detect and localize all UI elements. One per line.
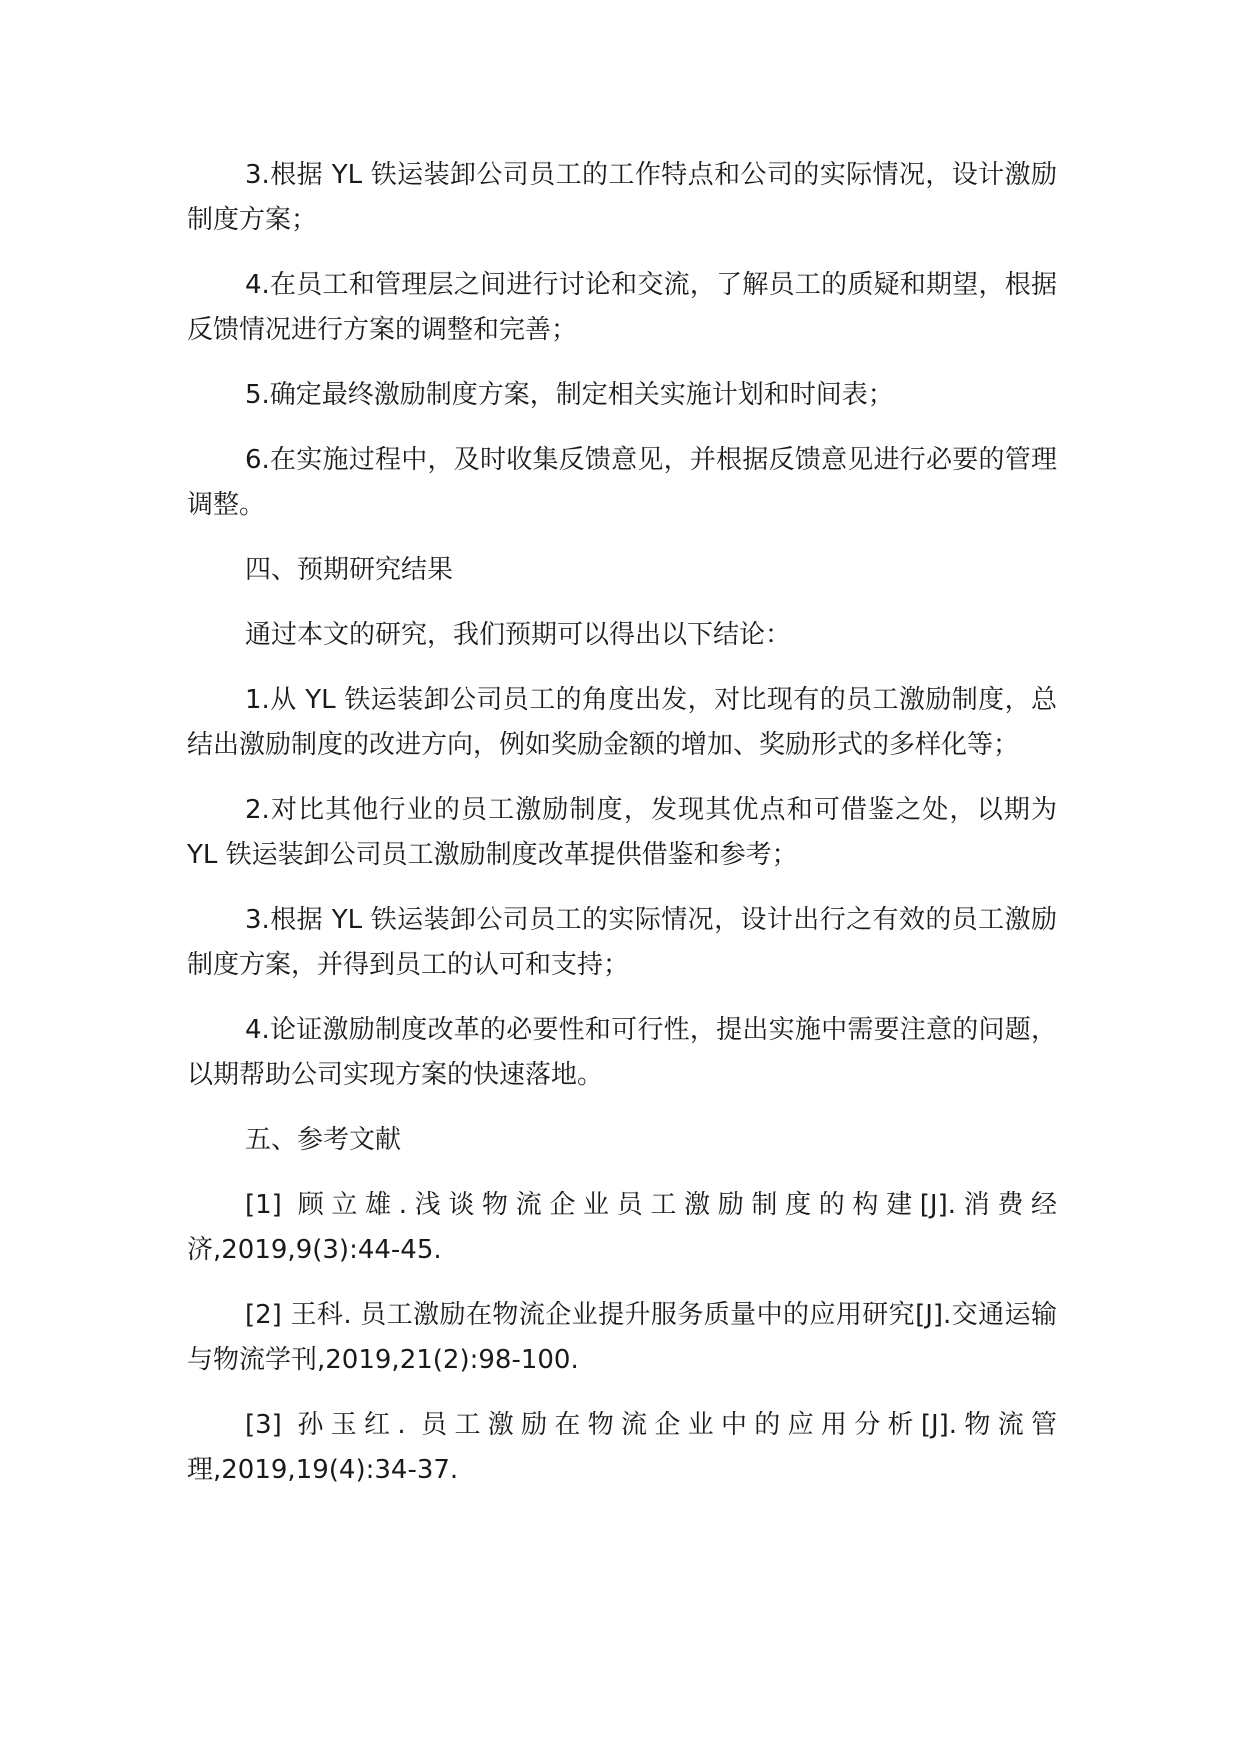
result-3-paragraph: 3.根据 YL 铁运装卸公司员工的实际情况，设计出行之有效的员工激励制度方案，并得到员工的认可和支持； — [187, 905, 1057, 980]
step-4-paragraph: 4.在员工和管理层之间进行讨论和交流，了解员工的质疑和期望，根据反馈情况进行方案的调整和完善； — [187, 270, 1057, 345]
document-body — [187, 153, 1057, 1513]
reference-2: [2] 王科. 员工激励在物流企业提升服务质量中的应用研究[J].交通运输与物流学刊,2019,21(2):98-100. — [187, 1300, 1057, 1375]
section-heading-expected-results: 四、预期研究结果 — [245, 555, 454, 585]
step-5-paragraph: 5.确定最终激励制度方案，制定相关实施计划和时间表； — [245, 380, 894, 410]
result-4-paragraph: 4.论证激励制度改革的必要性和可行性，提出实施中需要注意的问题，以期帮助公司实现方案的快速落地。 — [187, 1015, 1057, 1090]
section-heading-references: 五、参考文献 — [245, 1125, 402, 1155]
reference-1: [1] 顾立雄.浅谈物流企业员工激励制度的构建[J].消费经济,2019,9(3):44-45. — [187, 1190, 1057, 1265]
results-intro-paragraph: 通过本文的研究，我们预期可以得出以下结论： — [245, 620, 792, 650]
step-6-paragraph: 6.在实施过程中，及时收集反馈意见，并根据反馈意见进行必要的管理调整。 — [187, 445, 1057, 520]
result-1-paragraph: 1.从 YL 铁运装卸公司员工的角度出发，对比现有的员工激励制度，总结出激励制度的改进方向，例如奖励金额的增加、奖励形式的多样化等； — [187, 685, 1057, 760]
result-2-paragraph: 2.对比其他行业的员工激励制度，发现其优点和可借鉴之处，以期为 YL 铁运装卸公司员工激励制度改革提供借鉴和参考； — [187, 795, 1057, 870]
step-3-paragraph: 3.根据 YL 铁运装卸公司员工的工作特点和公司的实际情况，设计激励制度方案； — [187, 160, 1057, 235]
reference-3: [3] 孙玉红. 员工激励在物流企业中的应用分析[J].物流管理,2019,19(4):34-37. — [187, 1410, 1057, 1485]
